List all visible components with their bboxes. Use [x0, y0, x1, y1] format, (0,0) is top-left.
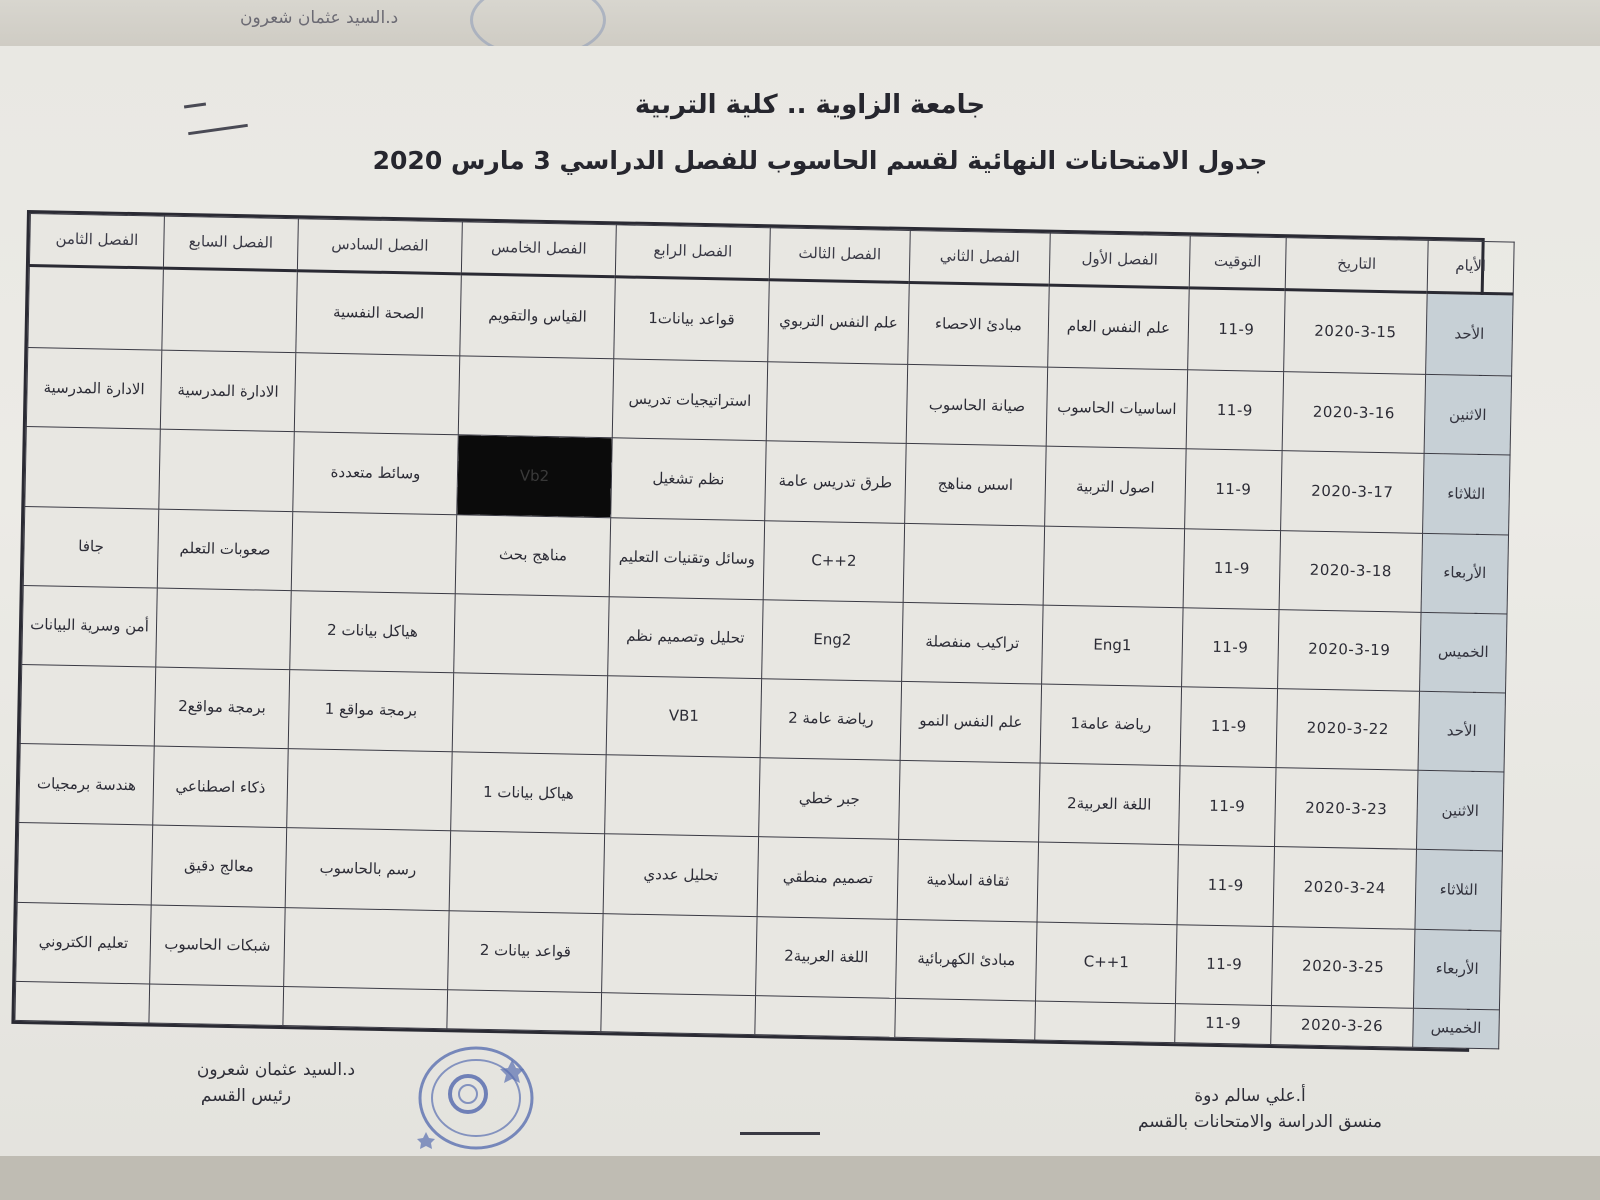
exam-cell: جبر خطي	[759, 758, 900, 840]
date-cell: 2020-3-24	[1273, 847, 1416, 929]
time-cell: 11-9	[1185, 449, 1283, 530]
schedule-body	[15, 266, 1513, 1049]
institution-title: جامعة الزاوية .. كلية التربية	[634, 90, 986, 120]
time-cell: 11-9	[1179, 766, 1277, 847]
exam-cell: طرق تدريس عامة	[765, 441, 906, 523]
exam-cell	[766, 362, 907, 444]
exam-cell	[159, 429, 294, 511]
exam-cell: اسس مناهج	[905, 444, 1046, 526]
exam-schedule-table	[14, 213, 1514, 1049]
date-cell: 2020-3-18	[1279, 530, 1422, 612]
date-cell: 2020-3-23	[1275, 768, 1418, 850]
time-cell: 11-9	[1175, 924, 1273, 1005]
exam-cell	[291, 511, 456, 593]
exam-cell: وسائل وتقنيات التعليم	[609, 517, 764, 599]
separator-dash	[740, 1132, 820, 1135]
exam-cell	[602, 913, 757, 995]
exam-cell: اساسيات الحاسوب	[1046, 367, 1187, 449]
header-semester-5: الفصل الخامس	[461, 222, 616, 277]
header-semester-6: الفصل السادس	[297, 219, 462, 274]
header-day: الأيام	[1427, 240, 1514, 294]
exam-cell: مبادئ الكهربائية	[896, 919, 1037, 1001]
exam-cell: Eng1	[1042, 605, 1183, 687]
exam-cell	[1035, 1001, 1176, 1043]
header-semester-2: الفصل الثاني	[909, 230, 1050, 285]
exam-cell: الادارة المدرسية	[160, 350, 295, 432]
time-cell: 11-9	[1180, 687, 1278, 768]
header-semester-8: الفصل الثامن	[29, 214, 164, 269]
exam-cell	[162, 268, 298, 353]
exam-cell: هندسة برمجيات	[19, 744, 154, 826]
exam-cell: تراكيب منفصلة	[902, 602, 1043, 684]
exam-cell	[17, 823, 152, 905]
exam-cell: صيانة الحاسوب	[906, 364, 1047, 446]
exam-cell: برمجة مواقع 1	[288, 670, 453, 752]
exam-cell	[25, 427, 160, 509]
exam-cell: برمجة مواقع2	[154, 667, 289, 749]
official-stamp-icon	[412, 1042, 540, 1154]
exam-cell: رياضة عامة1	[1040, 684, 1181, 766]
exam-cell: C++2	[763, 520, 904, 602]
date-cell: 2020-3-19	[1278, 609, 1421, 691]
exam-cell	[899, 761, 1040, 843]
exam-cell: قواعد بيانات1	[614, 277, 770, 362]
header-semester-3: الفصل الثالث	[769, 228, 910, 283]
time-cell: 11-9	[1177, 845, 1275, 926]
department-head-role: رئيس القسم	[200, 1086, 292, 1106]
exam-cell: علم النفس النمو	[900, 681, 1041, 763]
exam-cell: رسم بالحاسوب	[285, 828, 450, 910]
exam-cell	[283, 987, 448, 1029]
exam-schedule-table-frame	[11, 210, 1489, 1052]
exam-cell: رياضة عامة 2	[760, 679, 901, 761]
day-cell: الأحد	[1418, 691, 1506, 772]
date-cell: 2020-3-26	[1271, 1006, 1414, 1048]
exam-cell: اصول التربية	[1045, 446, 1186, 528]
exam-cell: ذكاء اصطناعي	[153, 746, 288, 828]
time-cell: 11-9	[1175, 1004, 1272, 1045]
schedule-title: جدول الامتحانات النهائية لقسم الحاسوب للفصل الدراسي 3 مارس 2020	[372, 146, 1268, 175]
exam-cell	[28, 266, 164, 351]
exam-cell: مبادئ الاحصاء	[908, 282, 1050, 367]
exam-cell: تحليل عددي	[603, 834, 758, 916]
time-cell: 11-9	[1182, 608, 1280, 689]
exam-cell: الصحة النفسية	[296, 271, 462, 356]
exam-cell: معالج دقيق	[151, 825, 286, 907]
exam-cell	[149, 984, 284, 1026]
day-cell: الاثنين	[1416, 771, 1504, 852]
exam-cell: مناهج بحث	[455, 514, 610, 596]
exam-cell	[294, 353, 459, 435]
header-semester-1: الفصل الأول	[1049, 233, 1190, 288]
day-cell: الأربعاء	[1421, 533, 1509, 614]
date-cell: 2020-3-17	[1281, 451, 1424, 533]
exam-cell	[601, 993, 756, 1035]
exam-cell: شبكات الحاسوب	[150, 905, 285, 987]
time-cell: 11-9	[1186, 370, 1284, 451]
exam-cell	[287, 749, 452, 831]
exam-cell: علم النفس التربوي	[768, 280, 910, 365]
blacked-out-exam-cell: Vb2	[457, 435, 612, 517]
day-cell: الثلاثاء	[1415, 850, 1503, 931]
exam-cell: تحليل وتصميم نظم	[608, 596, 763, 678]
date-cell: 2020-3-25	[1271, 926, 1414, 1008]
header-time: التوقيت	[1189, 236, 1286, 290]
header-semester-4: الفصل الرابع	[615, 225, 770, 280]
exam-cell: تصميم منطقي	[757, 837, 898, 919]
exam-cell: C++1	[1036, 922, 1177, 1004]
coordinator-role: منسق الدراسة والامتحانات بالقسم	[1137, 1112, 1382, 1132]
exam-cell	[895, 998, 1036, 1040]
exam-cell	[447, 990, 602, 1032]
day-cell: الخميس	[1420, 612, 1508, 693]
exam-cell: صعوبات التعلم	[157, 509, 292, 591]
exam-cell: اللغة العربية2	[756, 916, 897, 998]
exam-cell	[903, 523, 1044, 605]
exam-cell	[15, 981, 150, 1023]
exam-cell: استراتيجيات تدريس	[612, 359, 767, 441]
exam-cell: القياس والتقويم	[460, 274, 616, 359]
time-cell: 11-9	[1188, 288, 1286, 372]
time-cell: 11-9	[1183, 528, 1281, 609]
department-head-name: د.السيد عثمان شعرون	[196, 1060, 356, 1080]
exam-cell: VB1	[606, 676, 761, 758]
exam-cell: علم النفس العام	[1048, 285, 1190, 370]
exam-cell: أمن وسرية البيانات	[22, 585, 157, 667]
exam-cell: ثقافة اسلامية	[897, 840, 1038, 922]
pen-marks	[184, 98, 254, 158]
exam-cell	[452, 673, 607, 755]
photo-bottom-strip	[0, 1156, 1600, 1200]
exam-cell: هياكل بيانات 2	[290, 590, 455, 672]
exam-cell	[284, 907, 449, 989]
exam-cell: قواعد بيانات 2	[448, 910, 603, 992]
exam-cell	[20, 664, 155, 746]
exam-cell	[449, 831, 604, 913]
date-cell: 2020-3-22	[1276, 689, 1419, 771]
day-cell: الأحد	[1426, 292, 1514, 376]
day-cell: الثلاثاء	[1423, 454, 1511, 535]
exam-cell: نظم تشغيل	[611, 438, 766, 520]
exam-cell: جافا	[23, 506, 158, 588]
exam-cell: هياكل بيانات 1	[451, 752, 606, 834]
exam-cell: وسائط متعددة	[293, 432, 458, 514]
exam-cell: الادارة المدرسية	[26, 348, 161, 430]
coordinator-name: أ.علي سالم دوة	[1194, 1086, 1306, 1106]
exam-cell: Eng2	[762, 599, 903, 681]
exam-cell	[755, 996, 896, 1038]
header-date: التاريخ	[1285, 238, 1428, 293]
header-semester-7: الفصل السابع	[163, 216, 298, 271]
exam-cell: تعليم الكتروني	[16, 902, 151, 984]
exam-cell	[605, 755, 760, 837]
day-cell: الاثنين	[1424, 374, 1512, 455]
day-cell: الخميس	[1413, 1008, 1500, 1049]
top-signature: د.السيد عثمان شعرون	[240, 8, 399, 28]
date-cell: 2020-3-15	[1284, 290, 1428, 375]
date-cell: 2020-3-16	[1282, 372, 1425, 454]
exam-cell	[454, 594, 609, 676]
exam-cell	[458, 356, 613, 438]
exam-cell	[1043, 526, 1184, 608]
exam-cell	[156, 588, 291, 670]
exam-cell	[1037, 842, 1178, 924]
day-cell: الأربعاء	[1413, 929, 1501, 1010]
exam-cell: اللغة العربية2	[1039, 763, 1180, 845]
